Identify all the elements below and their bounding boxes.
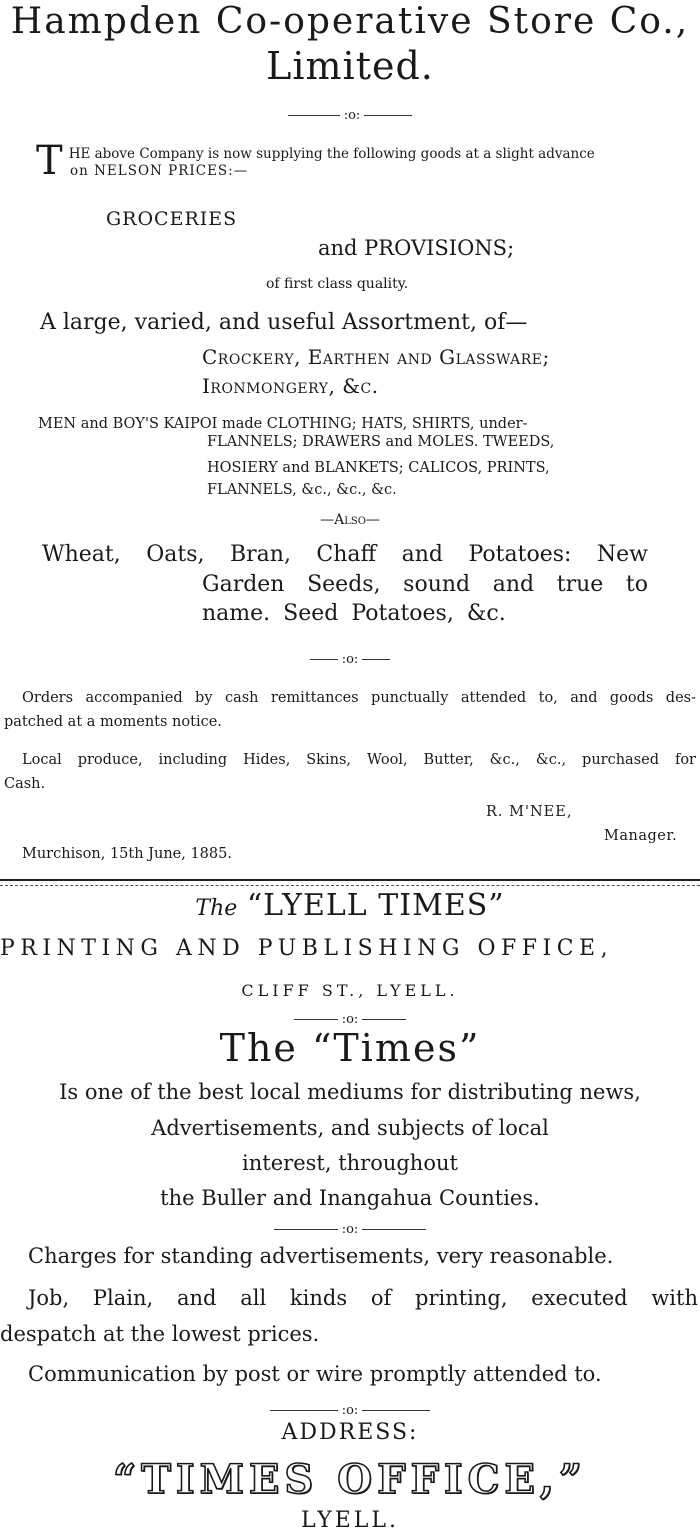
ad1-signature-title: Manager.	[604, 828, 678, 844]
ad1-wheat-line3: name. Seed Potatoes, &c.	[202, 601, 506, 626]
ad2-desc-line3: interest, throughout	[242, 1151, 458, 1175]
ad1-separator-2: :o:	[0, 652, 700, 667]
ad2-desc-line1: Is one of the best local mediums for distributing news,	[59, 1080, 641, 1104]
ad1-produce-line2: Cash.	[4, 776, 46, 792]
ad1-also: —Also—	[320, 512, 380, 528]
ad1-intro-dropcap: T	[36, 138, 63, 184]
ad1-intro-paragraph	[36, 138, 696, 184]
ad1-signature-name: R. M'NEE,	[486, 804, 573, 820]
ad1-wheat-line2: Garden Seeds, sound and true to	[202, 572, 648, 597]
ad2-desc-line2: Advertisements, and subjects of local	[151, 1116, 549, 1140]
ad2-separator-1: :o:	[0, 1012, 700, 1027]
ad1-clothing-line2: FLANNELS; DRAWERS and MOLES. TWEEDS,	[207, 434, 555, 450]
ad1-intro-line1: HE above Company is now supplying the following goods at a slight advance	[68, 146, 595, 162]
ad1-provisions: and PROVISIONS;	[318, 236, 515, 260]
ad1-groceries: GROCERIES	[106, 208, 238, 230]
ad1-title-line1: Hampden Co-operative Store Co.,	[10, 1, 690, 42]
ad2-title	[0, 888, 700, 923]
ad2-desc-line4: the Buller and Inangahua Counties.	[160, 1186, 540, 1210]
ad2-street: CLIFF ST., LYELL.	[241, 981, 459, 1000]
ad2-title-main: “LYELL TIMES”	[246, 888, 505, 923]
ad1-ironmongery: Ironmongery, &c.	[202, 374, 379, 398]
ad1-orders-line2: patched at a moments notice.	[4, 714, 222, 730]
ad1-orders-line1: Orders accompanied by cash remittances punctually attended to, and goods des-	[22, 690, 696, 706]
ad1-assortment: A large, varied, and useful Assortment, of—	[40, 310, 528, 335]
ad1-separator-1: :o:	[0, 108, 700, 123]
ad2-office-name: “TIMES OFFICE,”	[113, 1456, 587, 1503]
ad1-produce-line1: Local produce, including Hides, Skins, Wool, Butter, &c., &c., purchased for	[22, 752, 696, 768]
ad1-wheat-line1: Wheat, Oats, Bran, Chaff and Potatoes: New	[42, 542, 648, 567]
ad1-quality: of first class quality.	[266, 276, 409, 292]
ad1-clothing-line3: HOSIERY and BLANKETS; CALICOS, PRINTS,	[207, 460, 550, 476]
ad1-title-line2: Limited.	[266, 44, 434, 88]
ad2-separator-3: :o:	[0, 1403, 700, 1418]
column-divider	[0, 879, 700, 886]
ad2-times-title: The “Times”	[219, 1026, 481, 1070]
ad2-job-line2: despatch at the lowest prices.	[0, 1322, 320, 1346]
ad1-crockery: Crockery, Earthen and Glassware;	[202, 345, 550, 369]
ad2-charges: Charges for standing advertisements, very reasonable.	[28, 1244, 614, 1268]
ad1-intro-line2: on NELSON PRICES:—	[70, 163, 249, 179]
ad2-address-label: ADDRESS:	[281, 1420, 419, 1445]
ad1-clothing-line4: FLANNELS, &c., &c., &c.	[207, 482, 397, 498]
ad2-office: PRINTING AND PUBLISHING OFFICE,	[0, 936, 614, 961]
ad1-dateline: Murchison, 15th June, 1885.	[22, 846, 232, 862]
ad2-title-prefix: The	[195, 896, 238, 921]
ad2-separator-2: :o:	[0, 1222, 700, 1237]
ad2-town: LYELL.	[301, 1508, 399, 1533]
ad2-communication: Communication by post or wire promptly attended to.	[28, 1362, 602, 1386]
ad1-clothing-line1: MEN and BOY'S KAIPOI made CLOTHING; HATS, SHIRTS, under-	[38, 416, 528, 432]
ad2-job-line1: Job, Plain, and all kinds of printing, executed with	[28, 1286, 698, 1310]
